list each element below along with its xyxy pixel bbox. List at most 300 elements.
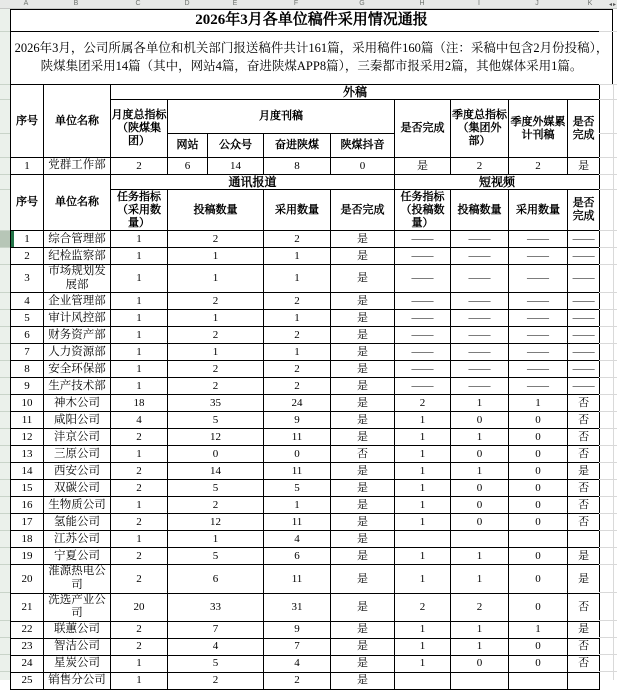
column-letter[interactable]: G xyxy=(359,0,365,7)
cell-seq[interactable]: 6 xyxy=(11,327,44,344)
cell-value[interactable]: 是 xyxy=(331,429,395,446)
cell-value[interactable] xyxy=(451,672,509,689)
cell-value[interactable]: 2 xyxy=(111,463,168,480)
cell-value[interactable]: 33 xyxy=(168,593,264,621)
cell-value[interactable] xyxy=(395,672,451,689)
cell-value[interactable]: 35 xyxy=(168,395,264,412)
cell-value[interactable]: 1 xyxy=(168,265,264,293)
cell-value[interactable]: —— xyxy=(395,231,451,248)
cell-value[interactable]: 1 xyxy=(111,327,168,344)
cell-value[interactable]: 1 xyxy=(451,621,509,638)
cell-value[interactable]: 6 xyxy=(264,548,331,565)
cell-value[interactable]: 1 xyxy=(264,248,331,265)
cell-value[interactable]: 1 xyxy=(395,480,451,497)
cell-value[interactable]: 否 xyxy=(568,446,600,463)
cell-value[interactable]: —— xyxy=(509,265,568,293)
cell-value[interactable]: 否 xyxy=(331,446,395,463)
header-group-external[interactable]: 外稿 xyxy=(111,85,600,100)
cell-value[interactable]: 1 xyxy=(264,265,331,293)
cell-value[interactable]: 1 xyxy=(395,514,451,531)
header-sv-done[interactable]: 是否完成 xyxy=(568,190,600,231)
cell-value[interactable]: 1 xyxy=(111,361,168,378)
cell-unit[interactable]: 双碳公司 xyxy=(44,480,111,497)
cell-value[interactable]: 是 xyxy=(331,412,395,429)
cell-value[interactable]: 1 xyxy=(395,655,451,672)
cell-value[interactable]: 1 xyxy=(264,344,331,361)
header-unit[interactable]: 单位名称 xyxy=(44,85,111,158)
cell-value[interactable]: —— xyxy=(451,378,509,395)
cell-value[interactable]: 1 xyxy=(395,638,451,655)
header-group-news[interactable]: 通讯报道 xyxy=(111,175,395,190)
cell-value[interactable]: 0 xyxy=(264,446,331,463)
cell-value[interactable]: —— xyxy=(568,293,600,310)
header-task-target[interactable]: 任务指标（采用数量） xyxy=(111,190,168,231)
column-letter[interactable]: K xyxy=(587,0,593,7)
cell-value[interactable]: 1 xyxy=(451,429,509,446)
scroll-left-icon[interactable]: ◂ xyxy=(608,2,612,8)
cell-value[interactable]: 9 xyxy=(264,412,331,429)
cell-value[interactable]: —— xyxy=(395,248,451,265)
cell-value[interactable]: —— xyxy=(509,231,568,248)
header-monthly-target[interactable]: 月度总指标（陕煤集团） xyxy=(111,100,168,158)
cell-value[interactable]: 是 xyxy=(331,293,395,310)
cell-value[interactable]: 1 xyxy=(168,248,264,265)
cell-seq[interactable]: 13 xyxy=(11,446,44,463)
cell-value[interactable] xyxy=(451,531,509,548)
cell-value[interactable]: 0 xyxy=(451,446,509,463)
selected-row-header[interactable] xyxy=(0,231,10,248)
cell-value[interactable] xyxy=(395,531,451,548)
cell-value[interactable]: 是 xyxy=(568,548,600,565)
cell-seq[interactable]: 15 xyxy=(11,480,44,497)
cell-value[interactable]: 1 xyxy=(395,497,451,514)
header-done2[interactable]: 是否完成 xyxy=(568,100,600,158)
header-seq[interactable]: 序号 xyxy=(11,175,44,231)
cell-value[interactable]: 1 xyxy=(395,412,451,429)
cell-value[interactable]: 11 xyxy=(264,463,331,480)
cell-value[interactable]: 0 xyxy=(509,412,568,429)
cell-value[interactable]: 4 xyxy=(111,412,168,429)
cell-value[interactable]: 0 xyxy=(509,497,568,514)
cell-value[interactable]: 0 xyxy=(509,446,568,463)
header-sv-adopted[interactable]: 采用数量 xyxy=(509,190,568,231)
cell-value[interactable]: —— xyxy=(509,293,568,310)
header-quarter-pub[interactable]: 季度外媒累计刊稿 xyxy=(509,100,568,158)
cell-unit[interactable]: 生物质公司 xyxy=(44,497,111,514)
cell-value[interactable]: 否 xyxy=(568,638,600,655)
sheet-scroll-arrows[interactable] xyxy=(609,0,616,9)
cell-value[interactable]: 1 xyxy=(111,531,168,548)
cell-value[interactable]: —— xyxy=(568,310,600,327)
cell-seq[interactable]: 14 xyxy=(11,463,44,480)
cell-seq[interactable]: 23 xyxy=(11,638,44,655)
cell-value[interactable]: 是 xyxy=(331,248,395,265)
cell-value[interactable]: 是 xyxy=(331,463,395,480)
cell-value[interactable]: —— xyxy=(451,265,509,293)
cell-seq[interactable]: 18 xyxy=(11,531,44,548)
cell-value[interactable]: 2 xyxy=(111,621,168,638)
cell-value[interactable]: 0 xyxy=(168,446,264,463)
cell-value[interactable]: 12 xyxy=(168,429,264,446)
cell-value[interactable]: —— xyxy=(395,310,451,327)
cell-seq[interactable]: 12 xyxy=(11,429,44,446)
cell-value[interactable]: 24 xyxy=(264,395,331,412)
sheet-title-cell[interactable]: 2026年3月各单位稿件采用情况通报 xyxy=(11,10,613,32)
cell-value[interactable]: 8 xyxy=(264,158,331,175)
cell-value[interactable]: 1 xyxy=(451,638,509,655)
column-letter[interactable]: J xyxy=(535,0,539,7)
cell-value[interactable]: 0 xyxy=(509,655,568,672)
column-letter[interactable]: F xyxy=(293,0,299,7)
cell-seq[interactable]: 17 xyxy=(11,514,44,531)
cell-unit[interactable]: 宁夏公司 xyxy=(44,548,111,565)
cell-value[interactable]: 1 xyxy=(451,565,509,593)
cell-value[interactable]: 是 xyxy=(331,531,395,548)
cell-value[interactable]: 是 xyxy=(331,395,395,412)
cell-value[interactable]: 是 xyxy=(568,565,600,593)
cell-value[interactable]: —— xyxy=(509,310,568,327)
cell-value[interactable]: —— xyxy=(568,231,600,248)
cell-unit[interactable]: 市场规划发展部 xyxy=(44,265,111,293)
cell-value[interactable]: —— xyxy=(509,248,568,265)
cell-value[interactable]: 2 xyxy=(168,327,264,344)
header-sv-submitted[interactable]: 投稿数量 xyxy=(451,190,509,231)
cell-value[interactable]: 否 xyxy=(568,655,600,672)
cell-seq[interactable]: 11 xyxy=(11,412,44,429)
cell-value[interactable]: 2 xyxy=(509,158,568,175)
header-done[interactable]: 是否完成 xyxy=(331,190,395,231)
cell-value[interactable]: —— xyxy=(395,344,451,361)
cell-value[interactable]: —— xyxy=(395,378,451,395)
cell-unit[interactable]: 党群工作部 xyxy=(44,158,111,175)
cell-value[interactable]: 是 xyxy=(331,621,395,638)
cell-value[interactable]: 5 xyxy=(264,480,331,497)
cell-value[interactable]: 1 xyxy=(111,344,168,361)
cell-value[interactable]: —— xyxy=(568,378,600,395)
cell-value[interactable]: 2 xyxy=(168,361,264,378)
cell-value[interactable]: 2 xyxy=(264,327,331,344)
cell-value[interactable]: 1 xyxy=(395,463,451,480)
cell-value[interactable]: 1 xyxy=(168,310,264,327)
cell-value[interactable]: 11 xyxy=(264,514,331,531)
cell-value[interactable]: 是 xyxy=(331,361,395,378)
cell-value[interactable]: 2 xyxy=(111,548,168,565)
cell-value[interactable]: 0 xyxy=(451,497,509,514)
cell-value[interactable]: 是 xyxy=(568,463,600,480)
cell-value[interactable]: 1 xyxy=(168,531,264,548)
cell-unit[interactable]: 沣京公司 xyxy=(44,429,111,446)
cell-value[interactable]: 12 xyxy=(168,514,264,531)
cell-value[interactable]: —— xyxy=(568,344,600,361)
cell-value[interactable]: —— xyxy=(568,248,600,265)
cell-value[interactable]: 否 xyxy=(568,497,600,514)
cell-seq[interactable]: 9 xyxy=(11,378,44,395)
cell-value[interactable]: 是 xyxy=(331,497,395,514)
cell-value[interactable]: 2 xyxy=(451,593,509,621)
cell-value[interactable] xyxy=(509,672,568,689)
cell-value[interactable]: 11 xyxy=(264,565,331,593)
column-letter[interactable]: D xyxy=(184,0,190,7)
cell-value[interactable]: 4 xyxy=(264,655,331,672)
cell-value[interactable]: —— xyxy=(395,327,451,344)
cell-value[interactable]: —— xyxy=(395,361,451,378)
header-submitted[interactable]: 投稿数量 xyxy=(168,190,264,231)
cell-seq[interactable]: 5 xyxy=(11,310,44,327)
cell-value[interactable]: 1 xyxy=(264,497,331,514)
header-fenjin[interactable]: 奋进陕煤 xyxy=(264,134,331,158)
cell-seq[interactable]: 21 xyxy=(11,593,44,621)
cell-value[interactable]: 1 xyxy=(111,293,168,310)
cell-value[interactable]: 1 xyxy=(111,231,168,248)
cell-value[interactable]: 5 xyxy=(168,548,264,565)
header-group-shortvideo[interactable]: 短视频 xyxy=(395,175,600,190)
cell-value[interactable]: 否 xyxy=(568,412,600,429)
cell-value[interactable]: 7 xyxy=(264,638,331,655)
cell-value[interactable]: 是 xyxy=(331,514,395,531)
cell-seq[interactable]: 25 xyxy=(11,672,44,689)
cell-value[interactable]: 1 xyxy=(111,378,168,395)
cell-seq[interactable]: 20 xyxy=(11,565,44,593)
cell-value[interactable]: —— xyxy=(451,361,509,378)
cell-value[interactable]: 是 xyxy=(395,158,451,175)
cell-unit[interactable]: 生产技术部 xyxy=(44,378,111,395)
cell-seq[interactable]: 1 xyxy=(11,231,44,248)
cell-value[interactable]: 1 xyxy=(509,395,568,412)
cell-value[interactable]: 是 xyxy=(331,548,395,565)
cell-value[interactable]: 是 xyxy=(331,378,395,395)
cell-seq[interactable]: 3 xyxy=(11,265,44,293)
cell-value[interactable]: —— xyxy=(451,293,509,310)
cell-value[interactable]: 2 xyxy=(264,361,331,378)
cell-unit[interactable]: 西安公司 xyxy=(44,463,111,480)
cell-value[interactable]: 是 xyxy=(331,655,395,672)
cell-value[interactable]: 20 xyxy=(111,593,168,621)
cell-value[interactable]: 1 xyxy=(111,446,168,463)
cell-value[interactable]: —— xyxy=(451,231,509,248)
cell-value[interactable]: —— xyxy=(451,310,509,327)
cell-value[interactable]: 2 xyxy=(168,497,264,514)
cell-value[interactable]: 1 xyxy=(395,429,451,446)
cell-seq[interactable]: 10 xyxy=(11,395,44,412)
column-letter[interactable]: B xyxy=(73,0,79,7)
cell-seq[interactable]: 22 xyxy=(11,621,44,638)
cell-seq[interactable]: 16 xyxy=(11,497,44,514)
cell-value[interactable] xyxy=(568,531,600,548)
cell-value[interactable]: —— xyxy=(568,265,600,293)
cell-value[interactable]: 0 xyxy=(509,463,568,480)
cell-value[interactable]: 4 xyxy=(264,531,331,548)
cell-unit[interactable]: 氢能公司 xyxy=(44,514,111,531)
cell-value[interactable]: 1 xyxy=(111,672,168,689)
cell-value[interactable]: 5 xyxy=(168,655,264,672)
header-wechat[interactable]: 公众号 xyxy=(208,134,264,158)
cell-value[interactable]: 否 xyxy=(568,480,600,497)
cell-value[interactable]: —— xyxy=(509,378,568,395)
cell-value[interactable]: 0 xyxy=(451,412,509,429)
cell-value[interactable]: —— xyxy=(395,265,451,293)
header-done[interactable]: 是否完成 xyxy=(395,100,451,158)
cell-unit[interactable]: 星炭公司 xyxy=(44,655,111,672)
cell-value[interactable]: 5 xyxy=(168,480,264,497)
cell-value[interactable]: 否 xyxy=(568,395,600,412)
cell-unit[interactable]: 企业管理部 xyxy=(44,293,111,310)
cell-value[interactable]: —— xyxy=(395,293,451,310)
cell-unit[interactable]: 江苏公司 xyxy=(44,531,111,548)
cell-value[interactable]: 否 xyxy=(568,514,600,531)
sheet-note-cell[interactable]: 2026年3月，公司所属各单位和机关部门报送稿件共计161篇，采用稿件160篇（注：采稿中包含2月份投稿），陕煤集团采用14篇（其中，网站4篇，奋进陕煤APP8篇），三秦都市报采用2篇，其他媒体采用1篇。 xyxy=(11,32,613,85)
cell-value[interactable]: 1 xyxy=(451,395,509,412)
cell-unit[interactable]: 销售分公司 xyxy=(44,672,111,689)
cell-seq[interactable]: 24 xyxy=(11,655,44,672)
cell-value[interactable]: 14 xyxy=(168,463,264,480)
cell-value[interactable]: 2 xyxy=(264,231,331,248)
cell-value[interactable]: 2 xyxy=(264,293,331,310)
cell-value[interactable]: —— xyxy=(568,361,600,378)
cell-value[interactable]: 否 xyxy=(568,593,600,621)
cell-value[interactable]: 是 xyxy=(331,480,395,497)
cell-value[interactable]: 2 xyxy=(111,514,168,531)
cell-unit[interactable]: 神木公司 xyxy=(44,395,111,412)
cell-value[interactable]: 0 xyxy=(451,514,509,531)
cell-value[interactable]: 7 xyxy=(168,621,264,638)
cell-value[interactable]: 是 xyxy=(331,638,395,655)
cell-value[interactable]: 0 xyxy=(509,548,568,565)
column-letter[interactable]: A xyxy=(23,0,29,7)
cell-value[interactable]: 31 xyxy=(264,593,331,621)
cell-unit[interactable]: 财务资产部 xyxy=(44,327,111,344)
column-header-strip[interactable] xyxy=(0,0,617,9)
cell-unit[interactable]: 安全环保部 xyxy=(44,361,111,378)
cell-value[interactable]: 11 xyxy=(264,429,331,446)
cell-value[interactable]: 1 xyxy=(451,463,509,480)
cell-value[interactable]: 1 xyxy=(111,310,168,327)
cell-value[interactable]: 是 xyxy=(331,565,395,593)
cell-value[interactable]: —— xyxy=(509,327,568,344)
header-monthly-pub[interactable]: 月度刊稿 xyxy=(168,100,395,134)
cell-unit[interactable]: 洗选产业公司 xyxy=(44,593,111,621)
scroll-right-icon[interactable]: ▸ xyxy=(612,2,616,8)
cell-value[interactable]: 2 xyxy=(395,395,451,412)
cell-value[interactable]: 2 xyxy=(111,638,168,655)
row-header-strip[interactable] xyxy=(0,9,10,680)
cell-unit[interactable]: 淮源热电公司 xyxy=(44,565,111,593)
cell-seq[interactable]: 8 xyxy=(11,361,44,378)
cell-value[interactable]: 是 xyxy=(331,327,395,344)
cell-value[interactable]: 2 xyxy=(168,672,264,689)
cell-value[interactable]: 1 xyxy=(111,265,168,293)
cell-unit[interactable]: 人力资源部 xyxy=(44,344,111,361)
cell-unit[interactable]: 三原公司 xyxy=(44,446,111,463)
cell-unit[interactable]: 综合管理部 xyxy=(44,231,111,248)
column-letter[interactable]: C xyxy=(135,0,141,7)
cell-value[interactable]: 是 xyxy=(331,593,395,621)
cell-value[interactable]: 是 xyxy=(331,310,395,327)
cell-value[interactable]: 5 xyxy=(168,412,264,429)
cell-value[interactable]: 1 xyxy=(451,548,509,565)
cell-value[interactable]: 0 xyxy=(509,480,568,497)
cell-value[interactable]: 0 xyxy=(331,158,395,175)
column-letter[interactable]: I xyxy=(478,0,480,7)
header-seq[interactable]: 序号 xyxy=(11,85,44,158)
header-quarter-target[interactable]: 季度总指标（集团外部） xyxy=(451,100,509,158)
cell-value[interactable]: 1 xyxy=(395,621,451,638)
cell-value[interactable]: —— xyxy=(451,344,509,361)
cell-value[interactable]: 18 xyxy=(111,395,168,412)
cell-value[interactable]: 1 xyxy=(111,248,168,265)
cell-seq[interactable]: 2 xyxy=(11,248,44,265)
cell-value[interactable]: 2 xyxy=(111,158,168,175)
cell-value[interactable]: 0 xyxy=(509,514,568,531)
column-letter[interactable]: H xyxy=(419,0,425,7)
cell-value[interactable]: 1 xyxy=(509,621,568,638)
header-adopted[interactable]: 采用数量 xyxy=(264,190,331,231)
cell-value[interactable]: —— xyxy=(568,327,600,344)
cell-value[interactable]: 9 xyxy=(264,621,331,638)
cell-unit[interactable]: 纪检监察部 xyxy=(44,248,111,265)
cell-value[interactable]: 是 xyxy=(568,621,600,638)
cell-value[interactable]: 2 xyxy=(111,480,168,497)
column-letter[interactable]: E xyxy=(232,0,238,7)
cell-value[interactable]: 2 xyxy=(111,565,168,593)
cell-value[interactable]: 2 xyxy=(395,593,451,621)
cell-value[interactable]: 2 xyxy=(451,158,509,175)
cell-value[interactable]: 2 xyxy=(168,293,264,310)
cell-value[interactable]: 0 xyxy=(509,429,568,446)
cell-unit[interactable]: 审计风控部 xyxy=(44,310,111,327)
cell-value[interactable]: 否 xyxy=(568,429,600,446)
cell-value[interactable]: 4 xyxy=(168,638,264,655)
cell-value[interactable]: 1 xyxy=(168,344,264,361)
cell-value[interactable]: 14 xyxy=(208,158,264,175)
cell-value[interactable]: 是 xyxy=(331,672,395,689)
cell-value[interactable]: 0 xyxy=(509,593,568,621)
cell-unit[interactable]: 智洁公司 xyxy=(44,638,111,655)
cell-value[interactable]: 1 xyxy=(395,548,451,565)
cell-value[interactable]: 6 xyxy=(168,565,264,593)
cell-unit[interactable]: 联蕙公司 xyxy=(44,621,111,638)
header-douyin[interactable]: 陕煤抖音 xyxy=(331,134,395,158)
cell-value[interactable]: 0 xyxy=(509,565,568,593)
cell-value[interactable]: 0 xyxy=(509,638,568,655)
cell-value[interactable]: 0 xyxy=(451,655,509,672)
cell-seq[interactable]: 19 xyxy=(11,548,44,565)
cell-value[interactable]: 是 xyxy=(331,344,395,361)
cell-value[interactable]: 2 xyxy=(264,672,331,689)
cell-value[interactable]: —— xyxy=(509,344,568,361)
cell-value[interactable]: —— xyxy=(451,248,509,265)
cell-seq[interactable]: 1 xyxy=(11,158,44,175)
header-unit[interactable]: 单位名称 xyxy=(44,175,111,231)
cell-value[interactable]: 6 xyxy=(168,158,208,175)
cell-value[interactable]: 1 xyxy=(111,497,168,514)
cell-value[interactable]: 2 xyxy=(111,429,168,446)
cell-value[interactable]: 1 xyxy=(111,655,168,672)
cell-value[interactable]: 2 xyxy=(264,378,331,395)
cell-unit[interactable]: 咸阳公司 xyxy=(44,412,111,429)
cell-value[interactable]: 0 xyxy=(451,480,509,497)
cell-value[interactable]: 1 xyxy=(264,310,331,327)
cell-value[interactable]: —— xyxy=(451,327,509,344)
cell-value[interactable]: —— xyxy=(509,361,568,378)
header-website[interactable]: 网站 xyxy=(168,134,208,158)
header-sv-task-target[interactable]: 任务指标（投稿数量） xyxy=(395,190,451,231)
cell-value[interactable] xyxy=(568,672,600,689)
cell-value[interactable]: 1 xyxy=(395,565,451,593)
cell-seq[interactable]: 7 xyxy=(11,344,44,361)
cell-value[interactable] xyxy=(509,531,568,548)
cell-value[interactable]: 是 xyxy=(331,231,395,248)
cell-value[interactable]: 2 xyxy=(168,378,264,395)
